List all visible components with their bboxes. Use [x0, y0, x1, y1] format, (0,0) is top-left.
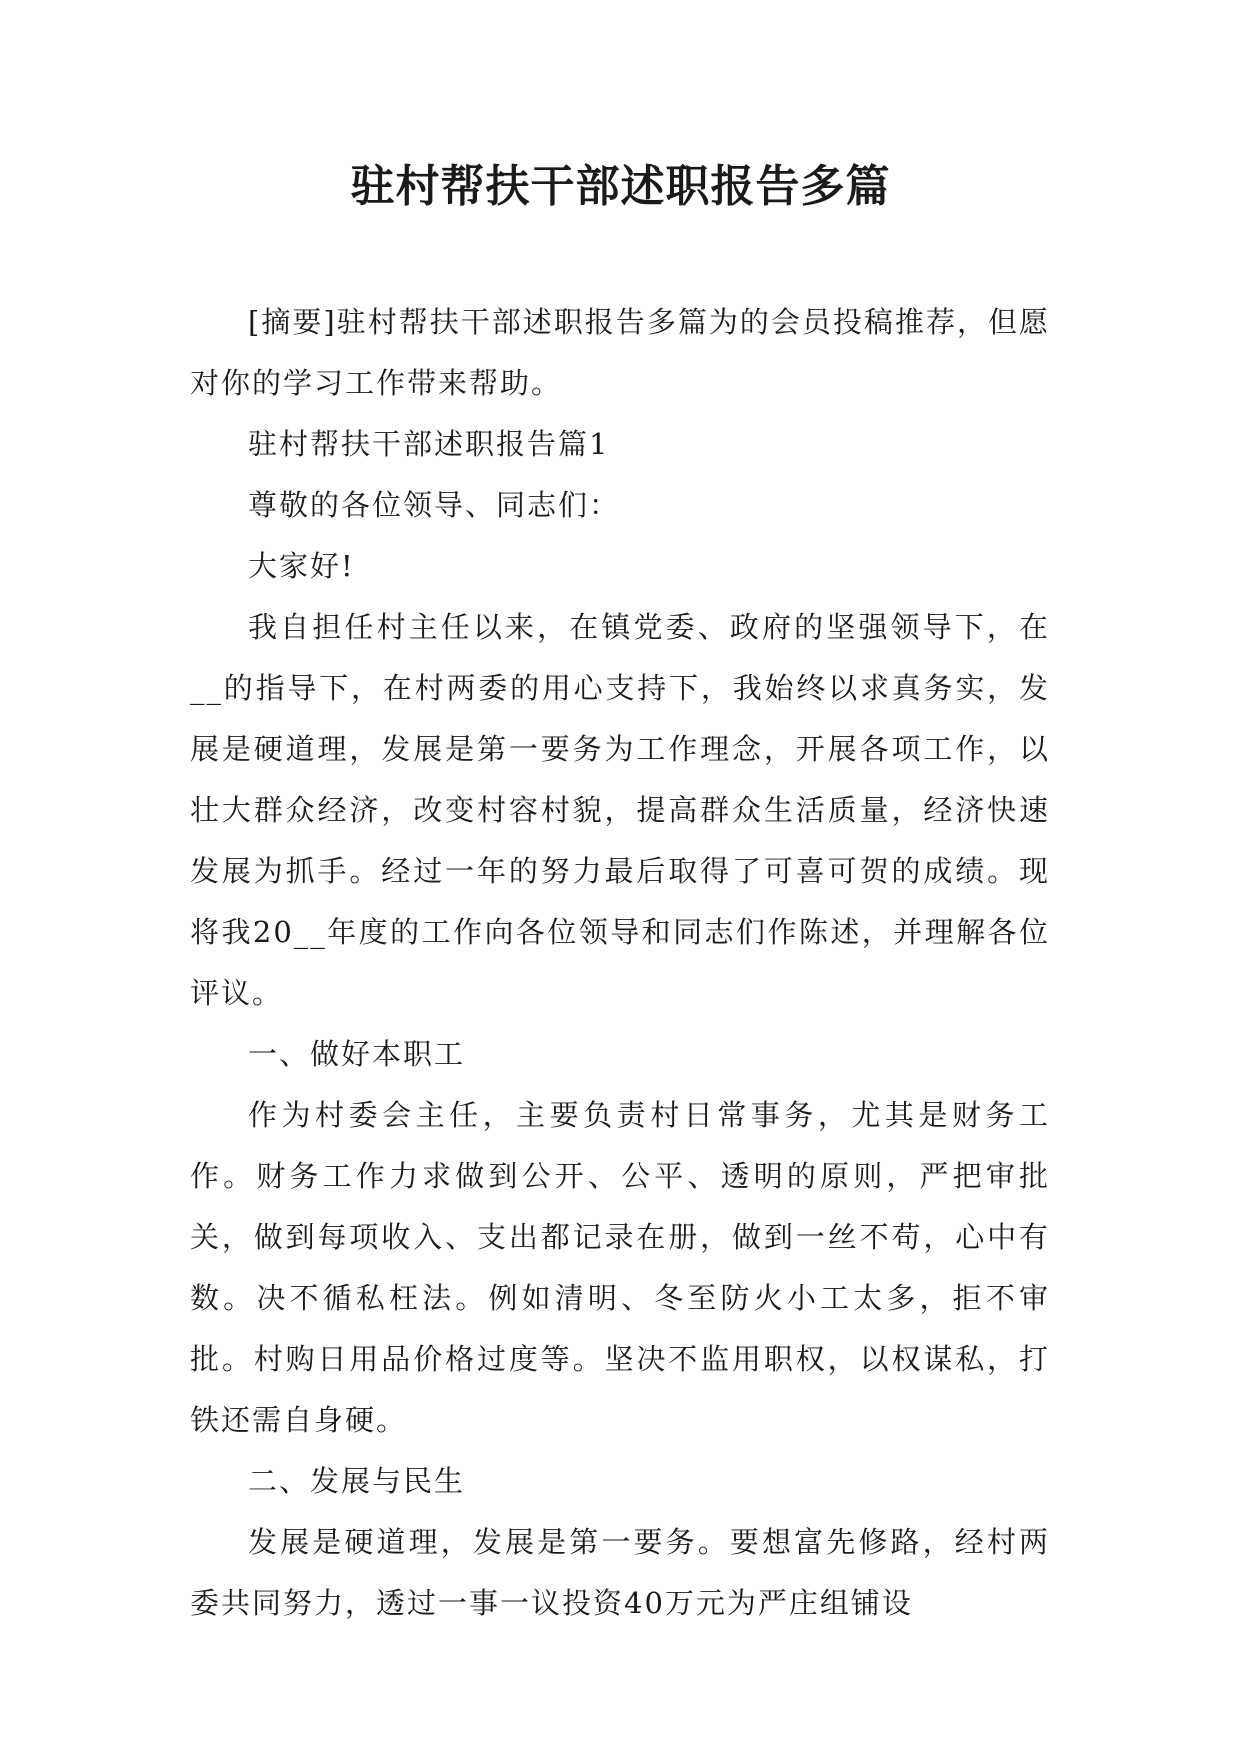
- body-paragraph: 作为村委会主任，主要负责村日常事务，尤其是财务工作。财务工作力求做到公开、公平、透明的原则，严把审批关，做到每项收入、支出都记录在册，做到一丝不苟，心中有数。决不循私枉法。例如清明、冬至防火小工太多，拒不审批。村购日用品价格过度等。坚决不监用职权，以权谋私，打铁还需自身硬。: [190, 1098, 1050, 1437]
- abstract-paragraph: [摘要]驻村帮扶干部述职报告多篇为的会员投稿推荐，但愿对你的学习工作带来帮助。: [190, 305, 1050, 400]
- document-body: [190, 292, 1050, 1634]
- body-paragraph: 发展是硬道理，发展是第一要务。要想富先修路，经村两委共同努力，透过一事一议投资40万元为严庄组铺设: [190, 1525, 1050, 1620]
- subsection-heading: 一、做好本职工: [248, 1037, 466, 1071]
- subsection-heading: 二、发展与民生: [248, 1464, 466, 1498]
- salutation: 尊敬的各位领导、同志们：: [248, 488, 621, 522]
- section-heading: 驻村帮扶干部述职报告篇1: [248, 427, 610, 461]
- greeting: 大家好!: [248, 549, 355, 583]
- body-paragraph: 我自担任村主任以来，在镇党委、政府的坚强领导下，在__的指导下，在村两委的用心支持下，我始终以求真务实，发展是硬道理，发展是第一要务为工作理念，开展各项工作，以壮大群众经济，改变村容村貌，提高群众生活质量，经济快速发展为抓手。经过一年的努力最后取得了可喜可贺的成绩。现将我20__年度的工作向各位领导和同志们作陈述，并理解各位评议。: [190, 610, 1050, 1010]
- document-title: 驻村帮扶干部述职报告多篇: [350, 161, 891, 212]
